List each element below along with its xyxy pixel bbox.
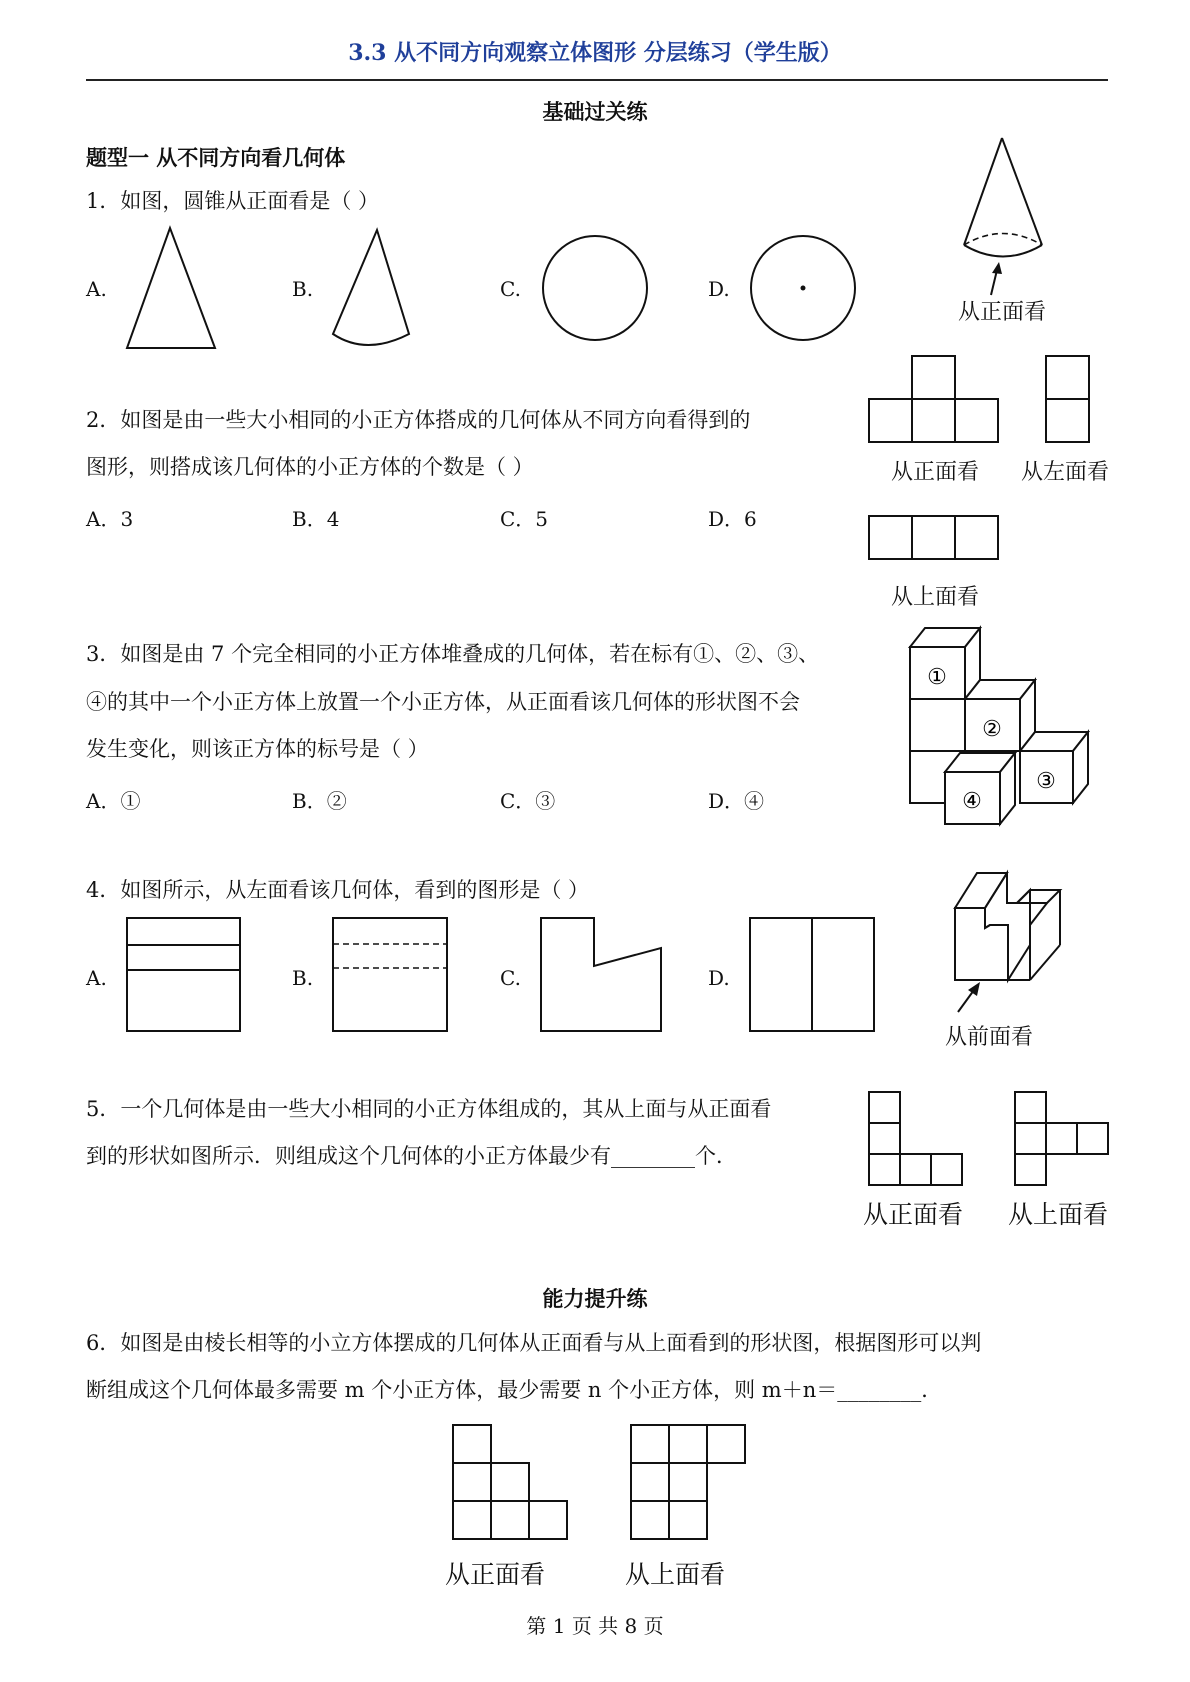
q5-line1: 5．一个几何体是由一些大小相同的小正方体组成的，其从上面与从正面看 (86, 1097, 772, 1121)
q6-line2: 断组成这个几何体最多需要 m 个小正方体，最少需要 n 个小正方体，则 m＋n＝________． (86, 1378, 943, 1402)
q6-line1: 6．如图是由棱长相等的小立方体摆成的几何体从正面看与从上面看到的形状图，根据图形可以判 (86, 1331, 982, 1355)
q3-line2: ④的其中一个小正方体上放置一个小正方体，从正面看该几何体的形状图不会 (86, 690, 800, 714)
q2-option-c: C．5 (500, 507, 549, 531)
q3-label-4: ④ (962, 789, 982, 814)
section-heading-basic: 基础过关练 (542, 99, 648, 124)
q1-text: 1．如图，圆锥从正面看是（ ） (86, 189, 380, 213)
q5-top-caption: 从上面看 (1008, 1200, 1109, 1229)
q2-left-caption: 从左面看 (1021, 460, 1110, 485)
q6-top-view (631, 1425, 745, 1539)
q3-option-d: D．④ (708, 789, 765, 813)
q1-option-d-label: D. (708, 277, 730, 301)
q3-line1: 3．如图是由 7 个完全相同的小正方体堆叠成的几何体，若在标有①、②、③、 (86, 642, 820, 666)
q2-top-caption: 从上面看 (891, 585, 980, 610)
q6-front-caption: 从正面看 (445, 1560, 546, 1589)
q4-option-b-label: B. (292, 966, 314, 990)
q1-option-c-label: C. (500, 277, 521, 301)
section-heading-advanced: 能力提升练 (542, 1286, 648, 1311)
q2-line2: 图形，则搭成该几何体的小正方体的个数是（ ） (86, 455, 534, 479)
q2-option-b: B．4 (292, 507, 340, 531)
q3-option-a: A．① (86, 789, 141, 813)
q3-line3: 发生变化，则该正方体的标号是（ ） (86, 737, 429, 761)
q1-caption: 从正面看 (958, 300, 1047, 325)
q4-option-c-label: C. (500, 966, 521, 990)
q3-label-2: ② (982, 717, 1002, 742)
q3-option-b: B．② (292, 789, 347, 813)
page-title: 3.3 从不同方向观察立体图形 分层练习（学生版） (348, 40, 842, 66)
q4-option-d-label: D. (708, 966, 730, 990)
q5-front-caption: 从正面看 (863, 1200, 964, 1229)
q4-option-a-label: A. (86, 966, 107, 990)
question-type-heading: 题型一 从不同方向看几何体 (86, 145, 346, 170)
page-footer: 第 1 页 共 8 页 (526, 1614, 664, 1638)
q1-option-a-label: A. (86, 277, 107, 301)
q4-caption: 从前面看 (945, 1025, 1034, 1050)
q5-line2: 到的形状如图所示．则组成这个几何体的小正方体最少有________个． (86, 1144, 737, 1168)
q2-option-d: D．6 (708, 507, 757, 531)
q2-option-a: A．3 (86, 507, 134, 531)
q6-front-view (453, 1425, 567, 1539)
q3-label-1: ① (927, 665, 947, 690)
q3-option-c: C．③ (500, 789, 556, 813)
q6-top-caption: 从上面看 (625, 1560, 726, 1589)
q4-text: 4．如图所示，从左面看该几何体，看到的图形是（ ） (86, 878, 590, 902)
q1-option-b-label: B. (292, 277, 314, 301)
q3-label-3: ③ (1036, 769, 1056, 794)
q2-line1: 2．如图是由一些大小相同的小正方体搭成的几何体从不同方向看得到的 (86, 408, 751, 432)
q2-front-caption: 从正面看 (891, 460, 980, 485)
